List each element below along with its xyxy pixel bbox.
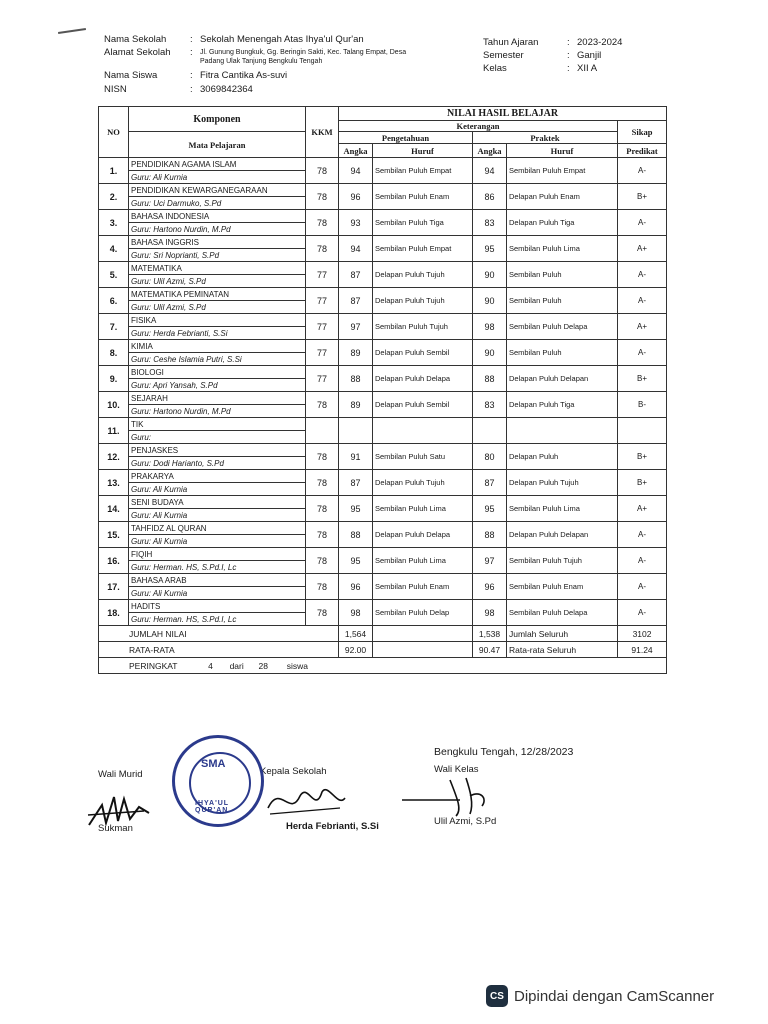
teacher-name: Guru: Uci Darmuko, S.Pd [129,197,306,210]
camscanner-watermark [486,985,714,1007]
homeroom-signature [400,770,500,820]
teacher-name: Guru: Dodi Harianto, S.Pd [129,457,306,470]
practice-number: 83 [473,210,507,236]
knowledge-number: 88 [339,522,373,548]
knowledge-number: 88 [339,366,373,392]
subject-name: BAHASA INDONESIA [129,210,306,223]
grand-average: 91.24 [618,642,667,658]
attitude-predicate [618,418,667,444]
no: 2. [99,184,129,210]
knowledge-letter [373,418,473,444]
class-value: XII A [577,63,598,74]
header-right [483,37,663,77]
practice-letter: Sembilan Puluh Enam [507,574,618,600]
practice-number: 80 [473,444,507,470]
attitude-predicate: A- [618,158,667,184]
practice-letter: Sembilan Puluh Delapa [507,314,618,340]
kkm-value: 78 [306,158,339,184]
knowledge-letter: Delapan Puluh Sembil [373,340,473,366]
subject-name: MATEMATIKA [129,262,306,275]
year-value: 2023-2024 [577,37,623,48]
knowledge-letter: Sembilan Puluh Empat [373,236,473,262]
school-name: Sekolah Menengah Atas Ihya'ul Qur'an [200,34,364,45]
subject-name: PENDIDIKAN KEWARGANEGARAAN [129,184,306,197]
practice-letter: Sembilan Puluh [507,340,618,366]
table-row [99,288,667,301]
knowledge-letter: Delapan Puluh Sembil [373,392,473,418]
subject-name: PENDIDIKAN AGAMA ISLAM [129,158,306,171]
kkm-value: 78 [306,392,339,418]
camscanner-icon: CS [486,985,508,1007]
rank-of: dari [229,660,244,671]
total-practice: 1,538 [473,626,507,642]
col-practice-number: Angka [473,144,507,158]
table-row [99,158,667,171]
semester-value: Ganjil [577,50,602,61]
col-kkm: KKM [306,107,339,158]
colon: : [190,34,193,45]
parent-name: Sukman [98,823,133,834]
no: 13. [99,470,129,496]
attitude-predicate: B- [618,392,667,418]
practice-letter: Sembilan Puluh Empat [507,158,618,184]
table-row [99,600,667,613]
table-row [99,548,667,561]
address-line-2: Padang Ulak Tanjung Bengkulu Tengah [200,58,323,65]
knowledge-letter: Sembilan Puluh Enam [373,184,473,210]
table-row [99,444,667,457]
col-predicate: Predikat [618,144,667,158]
table-row [99,470,667,483]
school-stamp [172,735,264,827]
practice-letter: Delapan Puluh Delapan [507,522,618,548]
no: 3. [99,210,129,236]
practice-letter [507,418,618,444]
grand-total: 3102 [618,626,667,642]
grand-total-label: Jumlah Seluruh [507,626,618,642]
practice-letter: Delapan Puluh [507,444,618,470]
practice-letter: Delapan Puluh Enam [507,184,618,210]
practice-letter: Sembilan Puluh Lima [507,236,618,262]
col-attitude: Sikap [618,121,667,144]
knowledge-letter: Sembilan Puluh Delap [373,600,473,626]
practice-letter: Delapan Puluh Delapan [507,366,618,392]
teacher-name: Guru: Herman. HS, S.Pd.I, Lc [129,561,306,574]
nisn-value: 3069842364 [200,84,253,95]
year-label: Tahun Ajaran [483,37,539,48]
pen-mark [58,28,86,34]
student-name: Fitra Cantika As-suvi [200,70,288,81]
practice-number: 94 [473,158,507,184]
homeroom-label: Wali Kelas [434,764,479,775]
col-component: Komponen [129,107,306,132]
knowledge-number [339,418,373,444]
knowledge-number: 96 [339,574,373,600]
practice-header: Praktek [473,132,618,144]
table-row [99,522,667,535]
grand-average-label: Rata-rata Seluruh [507,642,618,658]
knowledge-number: 97 [339,314,373,340]
knowledge-letter: Sembilan Puluh Satu [373,444,473,470]
principal-name: Herda Febrianti, S.Si [286,821,379,832]
table-row [99,418,667,431]
no: 18. [99,600,129,626]
knowledge-number: 93 [339,210,373,236]
table-row [99,574,667,587]
class-label: Kelas [483,63,507,74]
teacher-name: Guru: Ulil Azmi, S.Pd [129,275,306,288]
attitude-predicate: A- [618,522,667,548]
average-knowledge: 92.00 [339,642,373,658]
subject-name: SEJARAH [129,392,306,405]
subject-name: BAHASA INGGRIS [129,236,306,249]
knowledge-letter: Delapan Puluh Tujuh [373,262,473,288]
subject-name: BAHASA ARAB [129,574,306,587]
kkm-value: 78 [306,574,339,600]
address-line-1: Jl. Gunung Bungkuk, Gg. Beringin Sakti, Kec. Talang Empat, Desa [200,49,407,56]
subject-name: BIOLOGI [129,366,306,379]
attitude-predicate: A+ [618,496,667,522]
table-row [99,236,667,249]
colon: : [190,70,193,81]
knowledge-number: 94 [339,236,373,262]
practice-letter: Delapan Puluh Tujuh [507,470,618,496]
practice-number: 98 [473,600,507,626]
colon: : [567,37,570,48]
practice-letter: Delapan Puluh Tiga [507,392,618,418]
attitude-predicate: B+ [618,444,667,470]
no: 16. [99,548,129,574]
knowledge-letter: Delapan Puluh Delapa [373,366,473,392]
teacher-name: Guru: Ceshe Islamia Putri, S.Si [129,353,306,366]
results-header: NILAI HASIL BELAJAR [339,107,667,121]
teacher-name: Guru: Ali Kurnia [129,535,306,548]
knowledge-number: 89 [339,340,373,366]
knowledge-number: 98 [339,600,373,626]
knowledge-letter: Sembilan Puluh Enam [373,574,473,600]
semester-label: Semester [483,50,524,61]
teacher-name: Guru: [129,431,306,444]
principal-label: Kepala Sekolah [260,766,327,777]
attitude-predicate: A- [618,548,667,574]
attitude-predicate: A- [618,600,667,626]
no: 5. [99,262,129,288]
kkm-value: 77 [306,262,339,288]
no: 12. [99,444,129,470]
knowledge-number: 94 [339,158,373,184]
camscanner-text: Dipindai dengan CamScanner [514,987,715,1005]
subject-name: PENJASKES [129,444,306,457]
practice-number: 88 [473,522,507,548]
colon: : [190,84,193,95]
practice-number: 90 [473,262,507,288]
kkm-value: 77 [306,366,339,392]
colon: : [567,63,570,74]
subject-name: FISIKA [129,314,306,327]
knowledge-letter: Sembilan Puluh Tiga [373,210,473,236]
kkm-value [306,418,339,444]
knowledge-number: 87 [339,262,373,288]
col-no: NO [99,107,129,158]
subject-name: HADITS [129,600,306,613]
table-row [99,496,667,509]
col-knowledge-number: Angka [339,144,373,158]
col-practice-letter: Huruf [507,144,618,158]
kkm-value: 78 [306,496,339,522]
kkm-value: 78 [306,548,339,574]
teacher-name: Guru: Ali Kurnia [129,509,306,522]
no: 6. [99,288,129,314]
total-knowledge: 1,564 [339,626,373,642]
knowledge-letter: Delapan Puluh Tujuh [373,470,473,496]
note-header: Keterangan [339,121,618,132]
teacher-name: Guru: Hartono Nurdin, M.Pd [129,405,306,418]
table-row [99,366,667,379]
attitude-predicate: A- [618,340,667,366]
colon: : [567,50,570,61]
subject-name: SENI BUDAYA [129,496,306,509]
practice-letter: Delapan Puluh Tiga [507,210,618,236]
kkm-value: 78 [306,184,339,210]
nisn-label: NISN [104,84,127,95]
attitude-predicate: B+ [618,470,667,496]
kkm-value: 78 [306,522,339,548]
header-left [104,34,464,96]
no: 17. [99,574,129,600]
knowledge-number: 87 [339,288,373,314]
average-practice: 90.47 [473,642,507,658]
no: 4. [99,236,129,262]
school-label: Nama Sekolah [104,34,167,45]
teacher-name: Guru: Herda Febrianti, S.Si [129,327,306,340]
table-row [99,210,667,223]
knowledge-number: 89 [339,392,373,418]
kkm-value: 78 [306,236,339,262]
practice-letter: Sembilan Puluh Lima [507,496,618,522]
parent-label: Wali Murid [98,769,143,780]
practice-number: 95 [473,496,507,522]
no: 7. [99,314,129,340]
practice-number: 86 [473,184,507,210]
teacher-name: Guru: Ali Kurnia [129,171,306,184]
total-label: JUMLAH NILAI [99,626,339,642]
attitude-predicate: A- [618,574,667,600]
teacher-name: Guru: Ali Kurnia [129,483,306,496]
knowledge-number: 91 [339,444,373,470]
teacher-name: Guru: Herman. HS, S.Pd.I, Lc [129,613,306,626]
attitude-predicate: B+ [618,366,667,392]
student-label: Nama Siswa [104,70,158,81]
attitude-predicate: A+ [618,236,667,262]
table-row [99,340,667,353]
place-date: Bengkulu Tengah, 12/28/2023 [434,746,574,758]
rank-unit: siswa [286,660,308,671]
col-subject: Mata Pelajaran [129,132,306,158]
attitude-predicate: A- [618,288,667,314]
practice-number: 90 [473,340,507,366]
knowledge-number: 95 [339,548,373,574]
practice-number: 95 [473,236,507,262]
practice-number: 88 [473,366,507,392]
no: 11. [99,418,129,444]
grades-table [98,106,667,674]
subject-name: MATEMATIKA PEMINATAN [129,288,306,301]
knowledge-letter: Sembilan Puluh Lima [373,496,473,522]
average-label: RATA-RATA [99,642,339,658]
rank-total: 28 [258,660,268,671]
practice-number: 96 [473,574,507,600]
knowledge-letter: Sembilan Puluh Lima [373,548,473,574]
knowledge-letter: Sembilan Puluh Empat [373,158,473,184]
table-row [99,392,667,405]
practice-letter: Sembilan Puluh Delapa [507,600,618,626]
no: 1. [99,158,129,184]
subject-name: FIQIH [129,548,306,561]
knowledge-letter: Delapan Puluh Delapa [373,522,473,548]
address-label: Alamat Sekolah [104,47,171,58]
attitude-predicate: A- [618,210,667,236]
kkm-value: 78 [306,444,339,470]
rank-row [99,658,667,674]
knowledge-number: 87 [339,470,373,496]
kkm-value: 78 [306,470,339,496]
practice-number: 98 [473,314,507,340]
practice-number: 97 [473,548,507,574]
teacher-name: Guru: Ulil Azmi, S.Pd [129,301,306,314]
no: 10. [99,392,129,418]
no: 14. [99,496,129,522]
colon: : [190,47,193,58]
subject-name: PRAKARYA [129,470,306,483]
no: 15. [99,522,129,548]
practice-letter: Sembilan Puluh Tujuh [507,548,618,574]
knowledge-letter: Sembilan Puluh Tujuh [373,314,473,340]
attitude-predicate: A+ [618,314,667,340]
kkm-value: 77 [306,340,339,366]
practice-number [473,418,507,444]
attitude-predicate: A- [618,262,667,288]
stamp-subtext: IHYA'UL QUR'AN [195,800,229,814]
table-row [99,262,667,275]
knowledge-number: 95 [339,496,373,522]
table-row [99,184,667,197]
table-row [99,314,667,327]
rank-value: 4 [208,660,213,671]
col-knowledge-letter: Huruf [373,144,473,158]
kkm-value: 78 [306,600,339,626]
stamp-text: SMA [201,758,226,770]
practice-number: 90 [473,288,507,314]
practice-letter: Sembilan Puluh [507,288,618,314]
kkm-value: 77 [306,314,339,340]
no: 9. [99,366,129,392]
practice-letter: Sembilan Puluh [507,262,618,288]
practice-number: 87 [473,470,507,496]
practice-number: 83 [473,392,507,418]
teacher-name: Guru: Ali Kurnia [129,587,306,600]
subject-name: KIMIA [129,340,306,353]
subject-name: TAHFIDZ AL QURAN [129,522,306,535]
teacher-name: Guru: Hartono Nurdin, M.Pd [129,223,306,236]
attitude-predicate: B+ [618,184,667,210]
teacher-name: Guru: Apri Yansah, S.Pd [129,379,306,392]
no: 8. [99,340,129,366]
knowledge-header: Pengetahuan [339,132,473,144]
teacher-name: Guru: Sri Noprianti, S.Pd [129,249,306,262]
kkm-value: 78 [306,210,339,236]
subject-name: TIK [129,418,306,431]
rank-label: PERINGKAT [129,660,178,671]
knowledge-letter: Delapan Puluh Tujuh [373,288,473,314]
kkm-value: 77 [306,288,339,314]
knowledge-number: 96 [339,184,373,210]
homeroom-name: Ulil Azmi, S.Pd [434,816,497,827]
